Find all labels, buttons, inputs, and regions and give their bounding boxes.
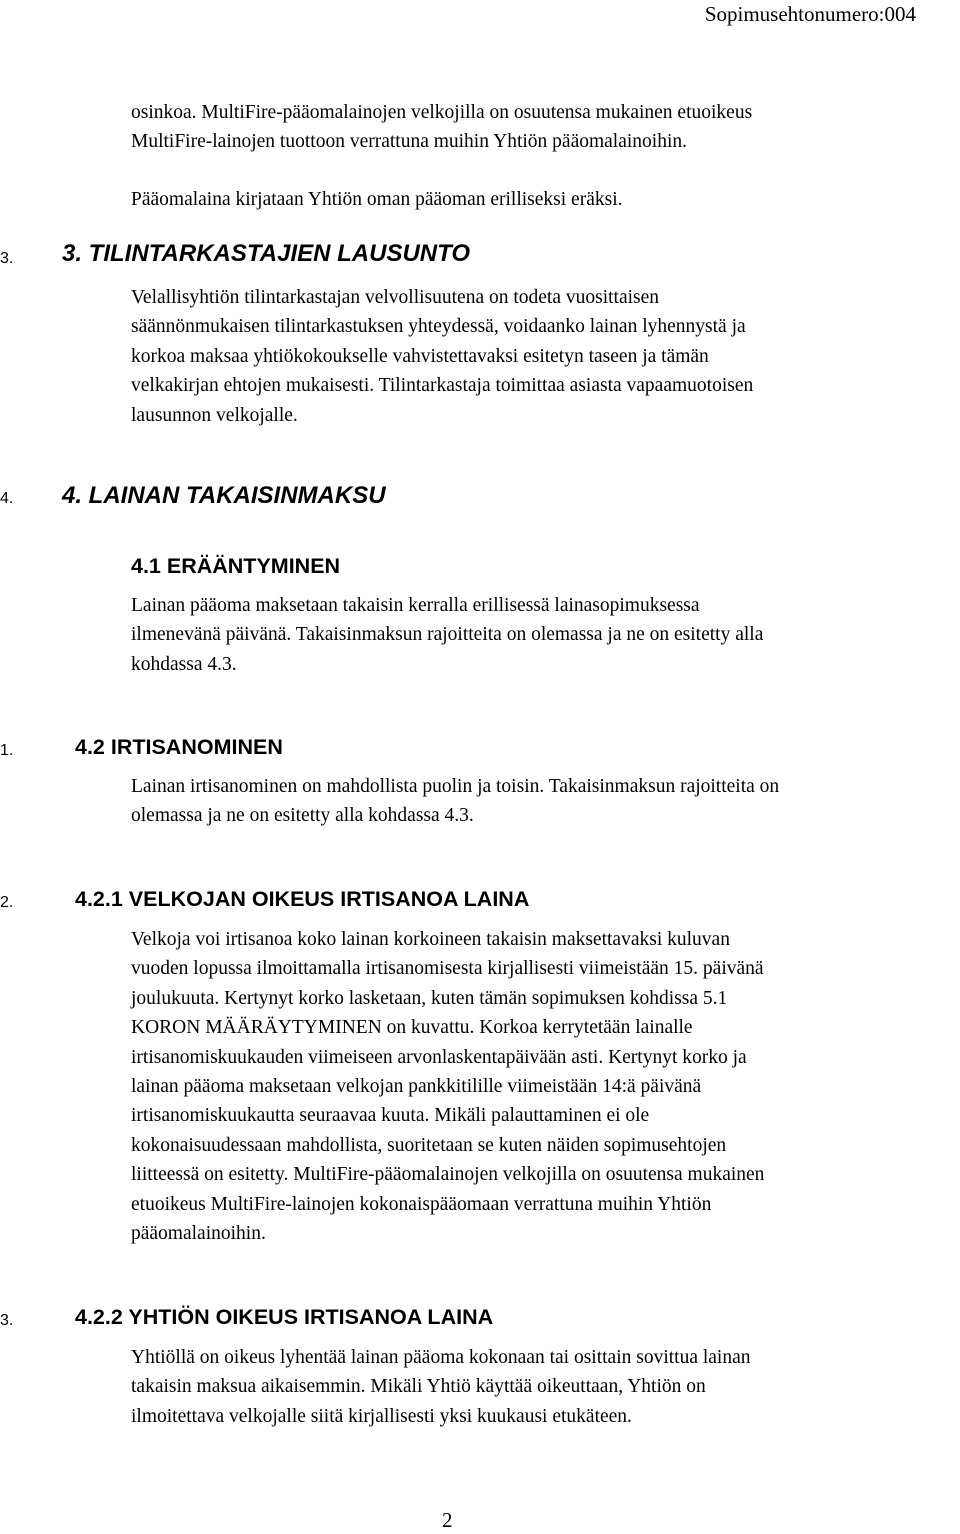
intro-line: MultiFire-lainojen tuottoon verrattuna muihin Yhtiön pääomalainoihin. xyxy=(131,131,688,153)
paragraph-line: etuoikeus MultiFire-lainojen kokonaispääomaan verrattuna muihin Yhtiön xyxy=(131,1193,712,1215)
section-heading: 4. LAINAN TAKAISINMAKSU xyxy=(62,482,386,509)
section-heading: 3. TILINTARKASTAJIEN LAUSUNTO xyxy=(62,240,471,267)
subsection-heading: 4.2.2 YHTIÖN OIKEUS IRTISANOA LAINA xyxy=(75,1305,494,1329)
paragraph-line: irtisanomiskuukauden viimeiseen arvonlaskentapäivään asti. Kertynyt korko ja xyxy=(131,1046,747,1068)
paragraph-line: velkakirjan ehtojen mukaisesti. Tilintarkastaja toimittaa asiasta vapaamuotoisen xyxy=(131,375,754,397)
list-number: 4. xyxy=(0,490,14,507)
list-number: 2. xyxy=(0,894,14,911)
paragraph-line: vuoden lopussa ilmoittamalla irtisanomisesta kirjallisesti viimeistään 15. päivänä xyxy=(131,958,764,980)
subsection-heading: 4.2 IRTISANOMINEN xyxy=(75,735,283,759)
paragraph-line: olemassa ja ne on esitetty alla kohdassa 4.3. xyxy=(131,805,474,827)
paragraph-line: KORON MÄÄRÄYTYMINEN on kuvattu. Korkoa kerrytetään lainalle xyxy=(131,1017,693,1039)
list-number: 3. xyxy=(0,1312,14,1329)
subsection-paragraph xyxy=(131,925,764,1248)
intro-line: osinkoa. MultiFire-pääomalainojen velkojilla on osuutensa mukainen etuoikeus xyxy=(131,102,753,123)
document-id: Sopimusehtonumero:004 xyxy=(704,2,916,26)
paragraph-line: korkoa maksaa yhtiökokoukselle vahvistettavaksi esitetyn taseen ja tämän xyxy=(131,345,709,367)
section-paragraph xyxy=(131,283,753,430)
page-number: 2 xyxy=(442,1508,453,1532)
paragraph-line: Lainan irtisanominen on mahdollista puolin ja toisin. Takaisinmaksun rajoitteita on xyxy=(131,776,780,797)
list-number: 3. xyxy=(0,250,14,267)
intro-final-line: Pääomalaina kirjataan Yhtiön oman pääoman erilliseksi eräksi. xyxy=(131,189,623,210)
subsection-heading: 4.2.1 VELKOJAN OIKEUS IRTISANOA LAINA xyxy=(75,887,530,911)
paragraph-line: pääomalainoihin. xyxy=(131,1222,266,1244)
paragraph-line: ilmenevänä päivänä. Takaisinmaksun rajoitteita on olemassa ja ne on esitetty alla xyxy=(131,624,764,646)
paragraph-line: takaisin maksua aikaisemmin. Mikäli Yhtiö käyttää oikeuttaan, Yhtiön on xyxy=(131,1376,706,1398)
subsection-heading: 4.1 ERÄÄNTYMINEN xyxy=(131,554,341,578)
paragraph-line: liitteessä on esitetty. MultiFire-pääomalainojen velkojilla on osuutensa mukainen xyxy=(131,1164,765,1186)
paragraph-line: Yhtiöllä on oikeus lyhentää lainan pääoma kokonaan tai osittain sovittua lainan xyxy=(131,1347,751,1368)
paragraph-line: irtisanomiskuukautta seuraavaa kuuta. Mikäli palauttaminen ei ole xyxy=(131,1105,650,1127)
paragraph-line: lausunnon velkojalle. xyxy=(131,404,298,426)
list-number: 1. xyxy=(0,742,14,759)
paragraph-line: Lainan pääoma maksetaan takaisin kerralla erillisessä lainasopimuksessa xyxy=(131,595,700,616)
paragraph-line: Velallisyhtiön tilintarkastajan velvollisuutena on todeta vuosittaisen xyxy=(131,287,660,308)
paragraph-line: Velkoja voi irtisanoa koko lainan korkoineen takaisin maksettavaksi kuluvan xyxy=(131,929,730,950)
paragraph-line: lainan pääoma maksetaan velkojan pankkitilille viimeistään 14:ä päivänä xyxy=(131,1075,702,1097)
paragraph-line: säännönmukaisen tilintarkastuksen yhteydessä, voidaanko lainan lyhennystä ja xyxy=(131,316,746,338)
paragraph-line: joulukuuta. Kertynyt korko lasketaan, kuten tämän sopimuksen kohdissa 5.1 xyxy=(131,987,728,1009)
paragraph-line: kohdassa 4.3. xyxy=(131,653,237,675)
subsection-paragraph xyxy=(131,1343,751,1431)
paragraph-line: ilmoitettava velkojalle siitä kirjallisesti yksi kuukausi etukäteen. xyxy=(131,1405,632,1427)
intro-paragraph xyxy=(131,98,752,157)
subsection-paragraph xyxy=(131,772,779,831)
paragraph-line: kokonaisuudessaan mahdollista, suoritetaan se kuten näiden sopimusehtojen xyxy=(131,1134,727,1156)
subsection-paragraph xyxy=(131,591,763,679)
